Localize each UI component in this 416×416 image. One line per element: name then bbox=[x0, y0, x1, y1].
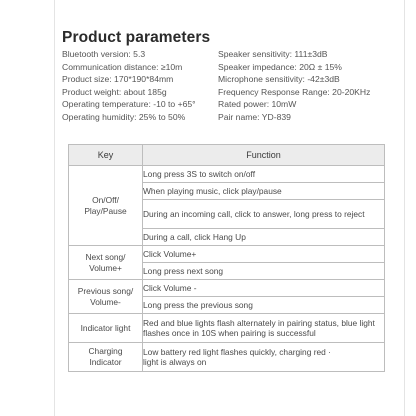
key-cell: Charging Indicator bbox=[69, 343, 143, 372]
key-cell: Previous song/ Volume- bbox=[69, 280, 143, 314]
table-row bbox=[69, 314, 385, 343]
header-key: Key bbox=[69, 145, 143, 166]
key-function-table bbox=[68, 144, 385, 372]
param-frequency-response: Frequency Response Range: 20-20KHz bbox=[218, 86, 371, 97]
param-speaker-sensitivity: Speaker sensitivity: 111±3dB bbox=[218, 49, 328, 59]
table-row bbox=[69, 166, 385, 183]
function-cell: Long press next song bbox=[143, 263, 385, 280]
table-header-row bbox=[69, 145, 385, 166]
param-communication-distance: Communication distance: ≥10m bbox=[62, 61, 183, 72]
table-row bbox=[69, 246, 385, 263]
param-microphone-sensitivity: Microphone sensitivity: -42±3dB bbox=[218, 74, 340, 85]
function-cell: Click Volume - bbox=[143, 280, 385, 297]
key-cell: Next song/ Volume+ bbox=[69, 246, 143, 280]
function-cell: Long press 3S to switch on/off bbox=[143, 166, 385, 183]
param-rated-power: Rated power: 10mW bbox=[218, 99, 297, 110]
param-pair-name: Pair name: YD-839 bbox=[218, 111, 291, 122]
function-cell: Click Volume+ bbox=[143, 246, 385, 263]
key-cell: Indicator light bbox=[69, 314, 143, 343]
key-cell: On/Off/ Play/Pause bbox=[69, 166, 143, 246]
table-body bbox=[69, 166, 385, 372]
params-left-column bbox=[62, 48, 196, 124]
header-function: Function bbox=[143, 145, 385, 166]
function-cell: During a call, click Hang Up bbox=[143, 229, 385, 246]
param-operating-humidity: Operating humidity: 25% to 50% bbox=[62, 111, 186, 122]
param-operating-temperature: Operating temperature: -10 to +65° bbox=[62, 99, 196, 110]
param-bluetooth-version: Bluetooth version: 5.3 bbox=[62, 49, 146, 59]
function-cell: During an incoming call, click to answer, long press to reject bbox=[143, 200, 385, 229]
param-speaker-impedance: Speaker impedance: 20Ω ± 15% bbox=[218, 61, 342, 72]
param-product-size: Product size: 170*190*84mm bbox=[62, 74, 174, 85]
table-row bbox=[69, 343, 385, 372]
function-cell: Long press the previous song bbox=[143, 297, 385, 314]
param-product-weight: Product weight: about 185g bbox=[62, 86, 167, 97]
page-edge-divider bbox=[404, 0, 405, 416]
page-title: Product parameters bbox=[62, 29, 211, 46]
table-row bbox=[69, 280, 385, 297]
function-cell: Low battery red light flashes quickly, charging red · light is always on bbox=[143, 343, 385, 372]
function-cell: When playing music, click play/pause bbox=[143, 183, 385, 200]
function-cell: Red and blue lights flash alternately in pairing status, blue light flashes once in 10S when pairing is successful bbox=[143, 314, 385, 343]
params-right-column bbox=[218, 48, 370, 124]
